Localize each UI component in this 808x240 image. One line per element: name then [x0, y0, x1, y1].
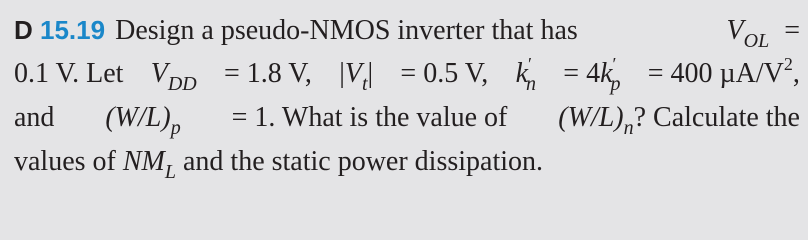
vdd-term — [151, 52, 197, 96]
sub-p: p — [610, 73, 621, 95]
vol-term — [727, 9, 800, 53]
line4-text-b: and the static power dissipation. — [182, 146, 544, 177]
vol-value: 0.1 V. Let — [14, 58, 124, 89]
sub-l: L — [164, 161, 176, 183]
problem-line-3 — [14, 96, 800, 140]
var-v: V — [150, 58, 168, 89]
design-prefix: D — [14, 15, 33, 45]
kp-term — [563, 52, 620, 96]
vdd-value: = 1.8 V, — [224, 58, 312, 89]
wl-p-term — [105, 96, 180, 140]
var-nm: NM — [122, 146, 165, 177]
wl-n: (W/L) — [558, 102, 624, 133]
line3-text-b: = 1. What is the value of — [231, 102, 508, 133]
problem-line-4 — [14, 140, 800, 184]
wl-p: (W/L) — [105, 102, 171, 133]
var-k: k — [600, 58, 613, 89]
problem-line-1 — [14, 8, 800, 52]
line3-text-c: ? Calculate the — [633, 102, 800, 133]
mid-eq: = 4 — [563, 58, 601, 89]
problem-line-2 — [14, 52, 800, 96]
var-k: k — [515, 58, 529, 89]
sub-ol: OL — [743, 30, 770, 52]
sub-t: t — [361, 73, 368, 95]
comma: , — [792, 58, 800, 89]
sub-dd: DD — [167, 73, 197, 95]
k-value — [648, 52, 800, 96]
kn-term — [516, 52, 536, 96]
sub-n: n — [525, 73, 536, 95]
line4-text-a: values of — [14, 146, 116, 177]
sup-2: 2 — [783, 54, 793, 74]
var-v: V — [344, 58, 362, 89]
problem-number-value: 15.19 — [40, 15, 106, 45]
vt-value: = 0.5 V, — [400, 58, 489, 89]
prime: ′ — [528, 54, 532, 74]
wl-n-term — [558, 96, 800, 140]
problem-statement — [14, 8, 800, 184]
k-value-text: = 400 µA/V — [647, 58, 784, 89]
line3-and: and — [14, 102, 55, 133]
problem-number — [14, 8, 105, 52]
sub-n: n — [623, 117, 634, 139]
equals: = — [784, 15, 800, 46]
var-v: V — [726, 15, 744, 46]
line1-text: Design a pseudo-NMOS inverter that has — [115, 15, 578, 46]
vt-term — [339, 52, 373, 96]
abs-open: | — [339, 58, 345, 89]
abs-close: | — [367, 58, 374, 89]
prime: ′ — [612, 54, 617, 74]
sub-p: p — [170, 117, 181, 139]
